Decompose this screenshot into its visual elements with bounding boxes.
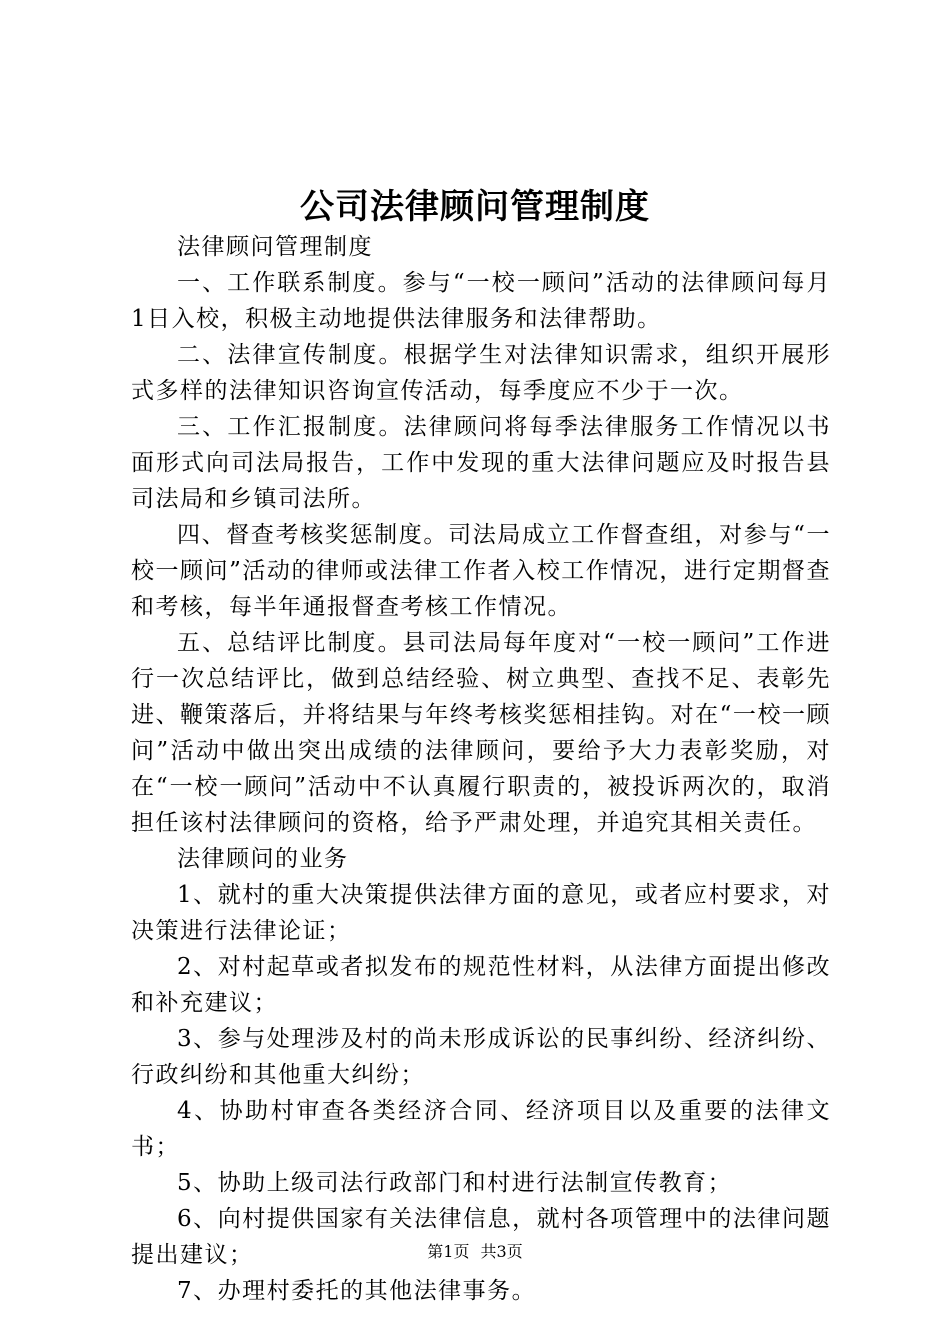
- paragraph: 四、督查考核奖惩制度。司法局成立工作督查组，对参与“一校一顾问”活动的律师或法律工作者入校工作情况，进行定期督查和考核，每半年通报督查考核工作情况。: [131, 522, 831, 620]
- page-footer: [0, 1240, 950, 1264]
- page-number: 第1页: [427, 1242, 470, 1261]
- paragraph: 一、工作联系制度。参与“一校一顾问”活动的法律顾问每月1日入校，积极主动地提供法律服务和法律帮助。: [131, 270, 831, 332]
- list-item: 5、协助上级司法行政部门和村进行法制宣传教育；: [177, 1170, 733, 1196]
- paragraph: 五、总结评比制度。县司法局每年度对“一校一顾问”工作进行一次总结评比，做到总结经验、树立典型、查找不足、表彰先进、鞭策落后，并将结果与年终考核奖惩相挂钩。对在“一校一顾问”活动中做出突出成绩的法律顾问，要给予大力表彰奖励，对在“一校一顾问”活动中不认真履行职责的，被投诉两次的，取消担任该村法律顾问的资格，给予严肃处理，并追究其相关责任。: [131, 630, 831, 836]
- list-item: 3、参与处理涉及村的尚未形成诉讼的民事纠纷、经济纠纷、行政纠纷和其他重大纠纷；: [131, 1026, 831, 1088]
- page-total: 共3页: [480, 1242, 523, 1261]
- list-item: 2、对村起草或者拟发布的规范性材料，从法律方面提出修改和补充建议；: [131, 954, 831, 1016]
- paragraph: 三、工作汇报制度。法律顾问将每季法律服务工作情况以书面形式向司法局报告，工作中发现的重大法律问题应及时报告县司法局和乡镇司法所。: [131, 414, 831, 512]
- list-item: 4、协助村审查各类经济合同、经济项目以及重要的法律文书；: [131, 1098, 831, 1160]
- list-item: 1、就村的重大决策提供法律方面的意见，或者应村要求，对决策进行法律论证；: [131, 882, 831, 944]
- paragraph-heading: 法律顾问管理制度: [177, 234, 373, 260]
- document-title: 公司法律顾问管理制度: [300, 187, 650, 227]
- list-item: 7、办理村委托的其他法律事务。: [177, 1278, 537, 1304]
- paragraph-heading: 法律顾问的业务: [177, 846, 349, 872]
- list-item: 6、向村提供国家有关法律信息，就村各项管理中的法律问题提出建议；: [131, 1206, 831, 1268]
- document-body: [131, 229, 831, 1309]
- paragraph: 二、法律宣传制度。根据学生对法律知识需求，组织开展形式多样的法律知识咨询宣传活动，每季度应不少于一次。: [131, 342, 831, 404]
